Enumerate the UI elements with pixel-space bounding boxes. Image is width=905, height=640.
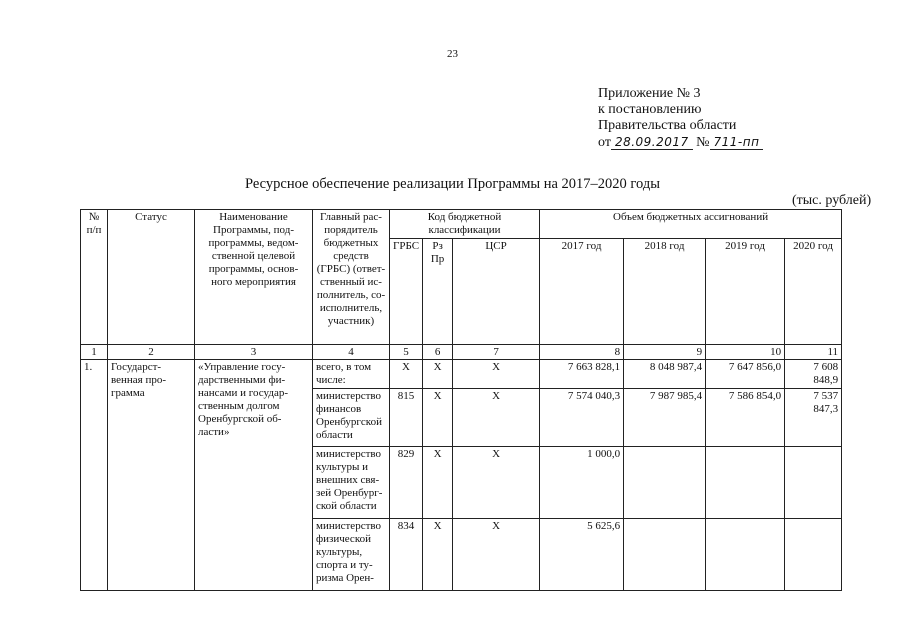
row-2017: 5 625,6 xyxy=(540,519,624,591)
row-rzpr: X xyxy=(423,519,453,591)
number-prefix: № xyxy=(696,135,710,150)
appendix-line-3: Правительства области xyxy=(598,118,737,133)
row-2019 xyxy=(706,447,785,519)
header-admin: Главный рас- порядитель бюджетных средств (ГРБС) (ответ- ственный ис- полнитель, со- исполнитель, участник) xyxy=(313,210,390,345)
row-2017: 1 000,0 xyxy=(540,447,624,519)
header-2019: 2019 год xyxy=(706,239,785,345)
row-2017: 7 574 040,3 xyxy=(540,389,624,447)
handwritten-number: 711-пп xyxy=(710,135,764,150)
row-2019: 7 586 854,0 xyxy=(706,389,785,447)
row-2018 xyxy=(624,519,706,591)
units-label: (тыс. рублей) xyxy=(792,193,872,208)
column-number: 5 xyxy=(390,345,423,360)
row-admin: министерство культуры и внешних свя- зей Оренбург- ской области xyxy=(313,447,390,519)
appendix-block xyxy=(598,86,763,151)
row-2020: 7 537 847,3 xyxy=(785,389,842,447)
row-rzpr: X xyxy=(423,360,453,389)
row-admin: министерство финансов Оренбургской области xyxy=(313,389,390,447)
header-csr: ЦСР xyxy=(453,239,540,345)
header-2017: 2017 год xyxy=(540,239,624,345)
row-csr: X xyxy=(453,360,540,389)
column-number: 2 xyxy=(108,345,195,360)
row-csr: X xyxy=(453,519,540,591)
program-num: 1. xyxy=(81,360,108,591)
row-csr: X xyxy=(453,447,540,519)
row-2017: 7 663 828,1 xyxy=(540,360,624,389)
row-rzpr: X xyxy=(423,447,453,519)
column-number: 7 xyxy=(453,345,540,360)
column-number: 9 xyxy=(624,345,706,360)
appendix-line-2: к постановлению xyxy=(598,102,702,117)
row-grbs: 834 xyxy=(390,519,423,591)
row-2019: 7 647 856,0 xyxy=(706,360,785,389)
handwritten-date: 28.09.2017 xyxy=(611,135,693,150)
date-prefix: от xyxy=(598,135,611,150)
row-2018: 8 048 987,4 xyxy=(624,360,706,389)
program-name: «Управление госу- дарственными фи- нансами и государ- ственным долгом Оренбургской об- ласти» xyxy=(195,360,313,591)
column-number-row xyxy=(81,345,842,360)
row-2020 xyxy=(785,519,842,591)
header-name: Наименование Программы, под- программы, ведом- ственной целевой программы, основ- ного мероприятия xyxy=(195,210,313,345)
row-2020 xyxy=(785,447,842,519)
header-budget-code: Код бюджетной классификации xyxy=(390,210,540,239)
row-grbs: 829 xyxy=(390,447,423,519)
row-admin: всего, в том числе: xyxy=(313,360,390,389)
resources-table xyxy=(80,209,842,591)
row-2018: 7 987 985,4 xyxy=(624,389,706,447)
column-number: 11 xyxy=(785,345,842,360)
column-number: 3 xyxy=(195,345,313,360)
column-number: 1 xyxy=(81,345,108,360)
row-grbs: X xyxy=(390,360,423,389)
header-status: Статус xyxy=(108,210,195,345)
header-num: № п/п xyxy=(81,210,108,345)
header-2018: 2018 год xyxy=(624,239,706,345)
table-row xyxy=(81,360,842,389)
header-grbs: ГРБС xyxy=(390,239,423,345)
document-title: Ресурсное обеспечение реализации Программы на 2017–2020 годы xyxy=(245,176,660,192)
header-allocations: Объем бюджетных ассигнований xyxy=(540,210,842,239)
row-2020: 7 608 848,9 xyxy=(785,360,842,389)
row-2018 xyxy=(624,447,706,519)
row-admin: министерство физической культуры, спорта и ту- ризма Орен- xyxy=(313,519,390,591)
row-csr: X xyxy=(453,389,540,447)
header-rzpr: Рз Пр xyxy=(423,239,453,345)
column-number: 6 xyxy=(423,345,453,360)
row-rzpr: X xyxy=(423,389,453,447)
column-number: 8 xyxy=(540,345,624,360)
row-2019 xyxy=(706,519,785,591)
appendix-date-line xyxy=(598,134,763,151)
column-number: 10 xyxy=(706,345,785,360)
appendix-line-1: Приложение № 3 xyxy=(598,86,701,101)
page-number: 23 xyxy=(447,48,458,60)
column-number: 4 xyxy=(313,345,390,360)
program-status: Государст- венная про- грамма xyxy=(108,360,195,591)
row-grbs: 815 xyxy=(390,389,423,447)
header-2020: 2020 год xyxy=(785,239,842,345)
